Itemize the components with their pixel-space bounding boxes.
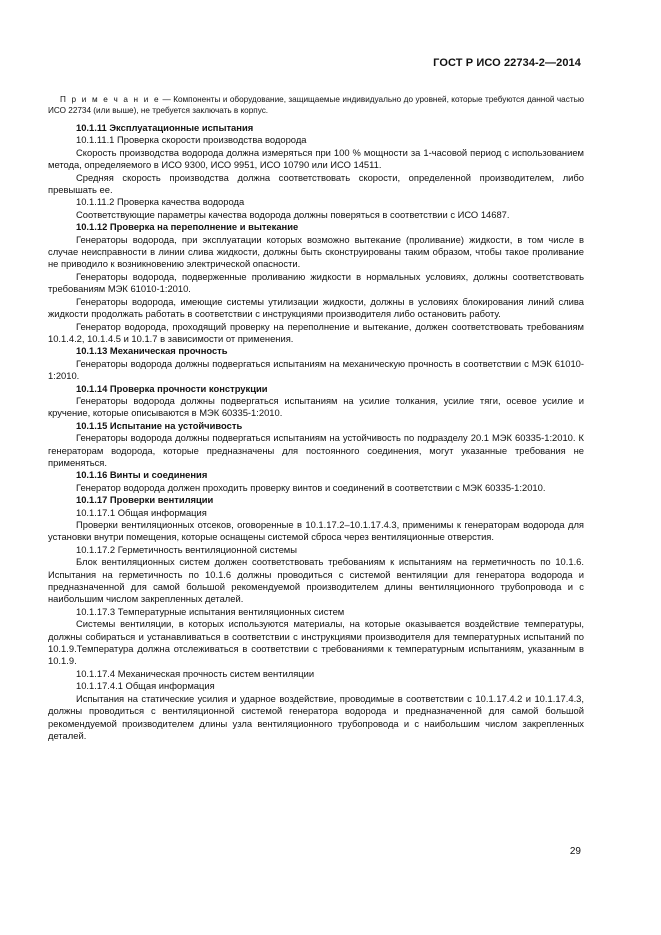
section-heading: 10.1.16 Винты и соединения (76, 469, 208, 481)
paragraph: Проверки вентиляционных отсеков, оговоренные в 10.1.17.2–10.1.17.4.3, применимы к генераторам водорода для установки внутри помещения, которые оснащены системой сброса через вентиляционные отверстия. (48, 519, 584, 543)
paragraph: Генераторы водорода, подверженные проливанию жидкости в нормальных условиях, должны соответствовать требованиям МЭК 61010-1:2010. (48, 270, 584, 295)
section-heading: 10.1.11 Эксплуатационные испытания (76, 122, 254, 133)
paragraph: Генератор водорода должен проходить проверку винтов и соединений в соответствии с МЭК 60335-1:2010. (76, 481, 546, 493)
paragraph: Средняя скорость производства должна соответствовать скорости, определенной производителем, либо превышать ее. (48, 171, 584, 196)
paragraph: Генераторы водорода, при эксплуатации которых возможно вытекание (проливание) жидкости, в том числе в случае неисправности в линии слива жидкости, должны быть сконструированы таким образом, чтобы такое проливание не приводило к возникновению электрической опасности. (48, 233, 584, 270)
paragraph: Испытания на статические усилия и ударное воздействие, проводимые в соответствии с 10.1.17.4.2 и 10.1.17.4.3, должны проводиться с вентиляционной системой генератора водорода и предназначенной для самой большой рекомендуемой производителем длины узла вентиляционного трубопровода и с наибольшим числом закрепленных деталей. (48, 692, 584, 741)
section-heading: 10.1.12 Проверка на переполнение и вытекание (76, 221, 299, 233)
note-label: П р и м е ч а н и е (60, 95, 161, 104)
paragraph: Генератор водорода, проходящий проверку на переполнение и вытекание, должен соответствовать требованиям 10.1.4.2, 10.1.4.5 и 10.1.7 в зависимости от применения. (48, 320, 584, 344)
paragraph: Соответствующие параметры качества водорода должны поверяться в соответствии с ИСО 14687. (76, 208, 510, 220)
page-number: 29 (569, 846, 581, 857)
paragraph: Блок вентиляционных систем должен соответствовать требованиям к испытаниям на герметичность по 10.1.6. Испытания на герметичность по 10.1.6 должны проводиться с системой вентиляции для генератора водорода и предназначенной для самой большой рекомендуемой производителем длины вентиляционного трубопровода и с наибольшим числом закрепленных деталей. (48, 556, 584, 605)
subsection-heading: 10.1.11.1 Проверка скорости производства водорода (76, 134, 307, 146)
subsection-heading: 10.1.17.3 Температурные испытания вентиляционных систем (76, 605, 345, 617)
subsection-heading: 10.1.17.4 Механическая прочность систем вентиляции (76, 667, 315, 679)
section-heading: 10.1.14 Проверка прочности конструкции (76, 382, 268, 394)
section-heading: 10.1.17 Проверки вентиляции (76, 494, 214, 506)
document-header: ГОСТ Р ИСО 22734-2—2014 (433, 57, 581, 69)
subsection-heading: 10.1.17.1 Общая информация (76, 506, 207, 518)
section-heading: 10.1.13 Механическая прочность (76, 345, 228, 357)
subsection-heading: 10.1.11.2 Проверка качества водорода (76, 196, 245, 208)
paragraph: Скорость производства водорода должна измеряться при 100 % мощности за 1-часовой период с использованием метода, определяемого в ИСО 9300, ИСО 9951, ИСО 10790 или ИСО 14511. (48, 146, 584, 171)
subsection-heading: 10.1.17.2 Герметичность вентиляционной системы (76, 543, 297, 555)
paragraph: Генераторы водорода должны подвергаться испытаниям на механическую прочность в соответствии с МЭК 61010-1:2010. (48, 357, 584, 382)
paragraph: Генераторы водорода должны подвергаться испытаниям на усилие толкания, усилие тяги, осевое усилие и кручение, которые описываются в МЭК 60335-1:2010. (48, 394, 584, 419)
paragraph: Системы вентиляции, в которых используются материалы, на которые оказывается воздействие температуры, должны собираться и устанавливаться в соответствии с инструкциями производителя для температурных испытаний по 10.1.9.Температура должна отслеживаться в соответствии с требованиями к температурным испытаниям, указанным в 10.1.9. (48, 618, 584, 667)
subsection-heading: 10.1.17.4.1 Общая информация (76, 680, 215, 692)
section-heading: 10.1.15 Испытание на устойчивость (76, 419, 243, 431)
note-paragraph (48, 94, 584, 116)
paragraph: Генераторы водорода должны подвергаться испытаниям на устойчивость по подразделу 20.1 МЭК 60335-1:2010. К генераторам водорода, которые предназначены для постоянного соединения, могут указанные требования не применяться. (48, 432, 584, 468)
note-text: — Компоненты и оборудование, защищаемые индивидуально до уровней, которые требуются данной частью ИСО 22734 (или выше), не требуется заключать в корпус. (48, 95, 584, 115)
paragraph: Генераторы водорода, имеющие системы утилизации жидкости, должны в условиях блокирования линий слива жидкости продолжать работать в соответствии с инструкциями производителя либо остановить работу. (48, 295, 584, 320)
document-body (48, 94, 584, 742)
